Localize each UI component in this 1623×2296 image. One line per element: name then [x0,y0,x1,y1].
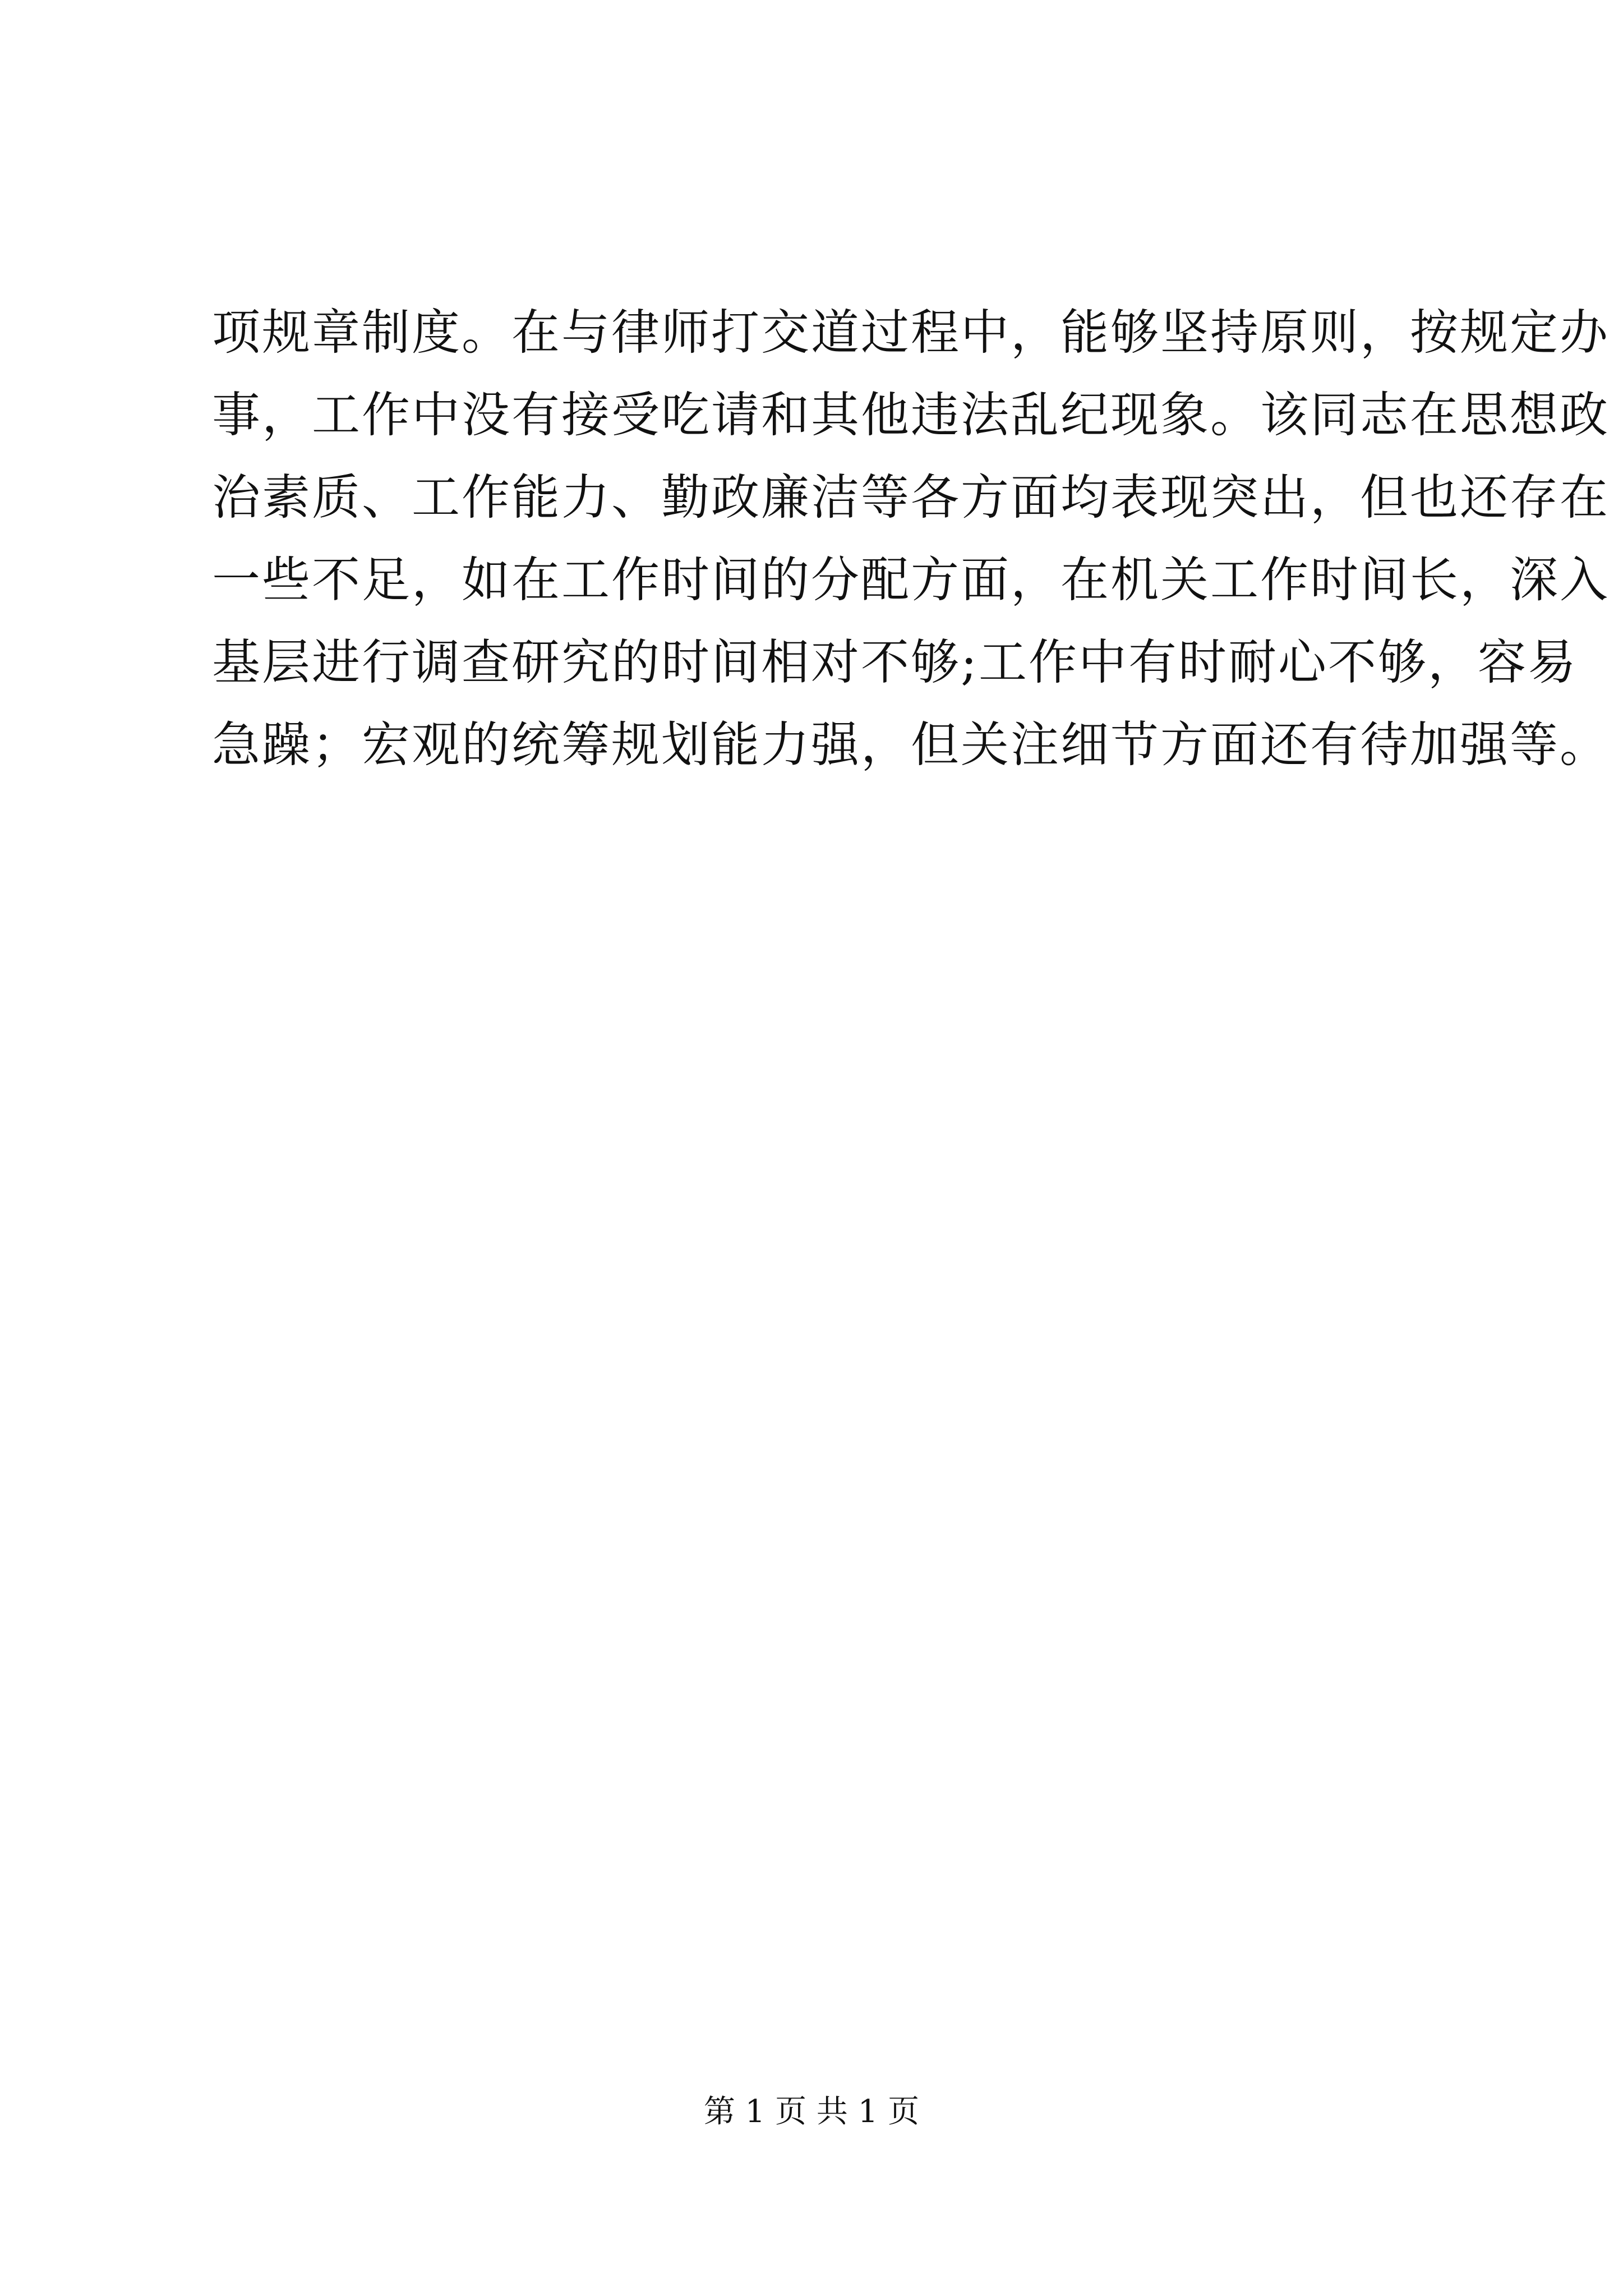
body-paragraph [212,292,1610,786]
paragraph-line: 基层进行调查研究的时间相对不够;工作中有时耐心不够，容易 [212,634,1578,691]
paragraph-line: 一些不足，如在工作时间的分配方面，在机关工作时间长，深入 [212,552,1610,608]
paragraph-line: 项规章制度。在与律师打交道过程中，能够坚持原则，按规定办 [212,305,1610,361]
paragraph-line: 急躁；宏观的统筹规划能力强，但关注细节方面还有待加强等。 [212,717,1610,773]
page-number-footer: 第 1 页 共 1 页 [703,2093,920,2130]
paragraph-line: 事，工作中没有接受吃请和其他违法乱纪现象。该同志在思想政 [212,387,1610,443]
paragraph-line: 治素质、工作能力、勤政廉洁等各方面均表现突出，但也还存在 [212,470,1610,526]
